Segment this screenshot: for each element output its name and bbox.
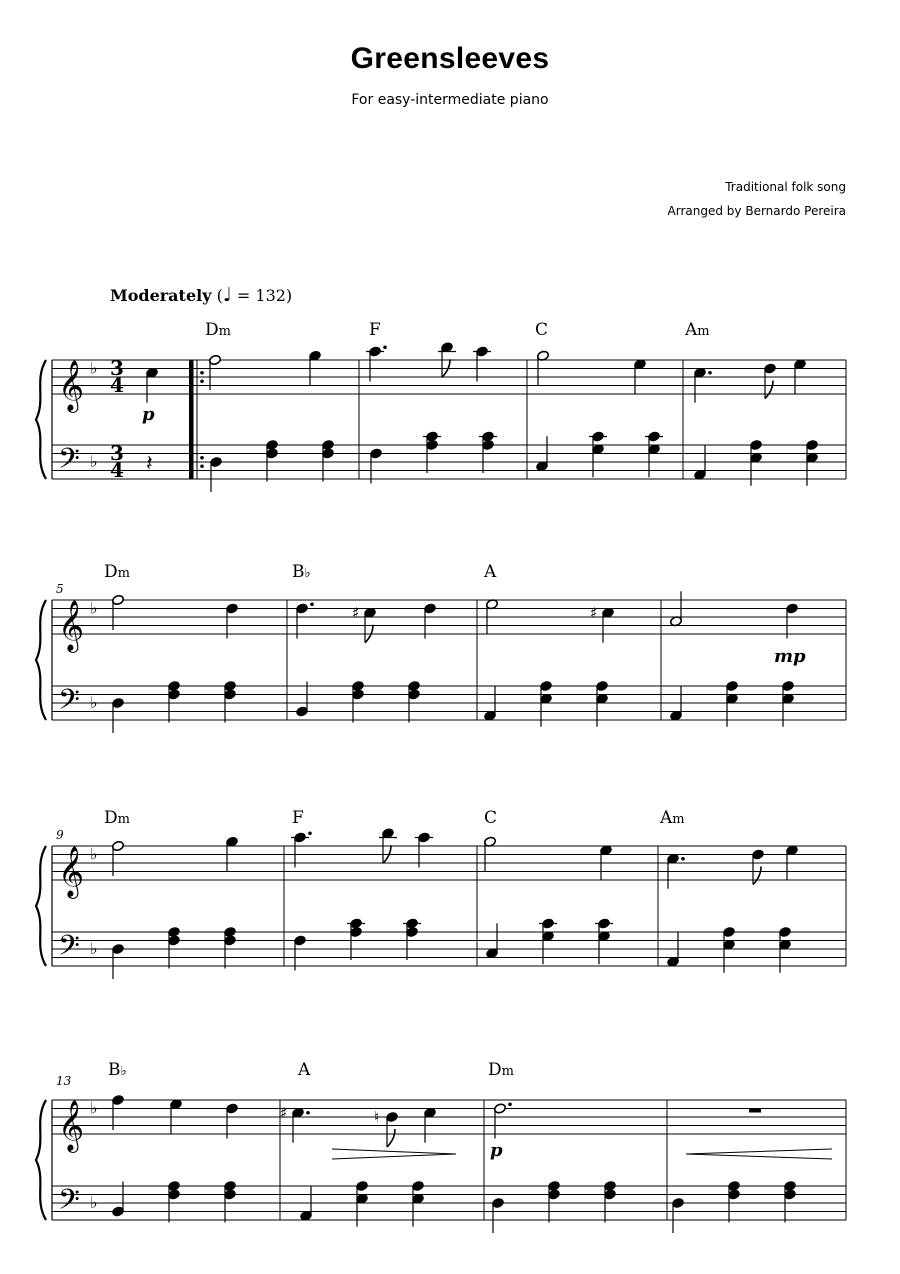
accidental: ♮ [374,1108,380,1126]
chord-root: D [205,320,219,340]
tempo-bpm: = 132 [236,286,286,305]
time-signature-top: 3 [110,356,124,380]
chord-root: B [108,1060,121,1080]
treble-clef-icon: 𝄞 [58,846,85,897]
chord-root: C [484,808,498,828]
repeat-dot [200,379,204,383]
dynamic-marking: mp [774,646,806,667]
time-signature-bottom: 4 [110,458,124,482]
quarter-rest: 𝄽 [146,451,153,477]
grand-staff-brace [36,846,46,966]
chord-root: A [484,562,497,582]
augmentation-dot [708,371,712,375]
chord-root: D [488,1060,502,1080]
measure-number: 9 [56,828,64,842]
repeat-dot [200,464,204,468]
chord-root: B [292,562,305,582]
repeat-dot [200,371,204,375]
chord-quality: m [117,812,130,827]
piece-title: Greensleeves [350,42,550,75]
quarter-note-icon: ♩ [222,284,232,306]
bass-clef-icon: 𝄢 [58,929,80,970]
augmentation-dot [681,857,685,861]
grand-staff-brace [36,1100,46,1220]
chord-root: F [292,808,304,828]
chord-quality: m [672,812,685,827]
chord-quality: m [697,324,710,339]
augmentation-dot [306,1111,310,1115]
accidental: ♯ [280,1103,288,1122]
dynamic-marking: p [490,1140,503,1161]
key-signature-flat: ♭ [90,1193,98,1212]
chord-root: F [369,320,381,340]
chord-quality: ♭ [120,1064,127,1079]
grand-staff-brace [36,360,46,479]
key-signature-flat: ♭ [90,358,98,378]
key-signature-flat: ♭ [90,598,98,618]
measure-number: 13 [56,1074,72,1088]
note-flag [753,867,761,885]
augmentation-dot [383,345,387,349]
time-signature-top: 3 [110,441,124,465]
measure-number: 5 [56,582,64,596]
piece-subtitle: For easy-intermediate piano [351,92,549,108]
note-flag [387,1129,395,1147]
arranger-credit: Arranged by Bernardo Pereira [667,204,846,218]
bass-clef-icon: 𝄢 [58,683,80,724]
chord-quality: m [117,566,130,581]
accidental: ♯ [590,603,598,622]
decrescendo-hairpin-icon [332,1149,456,1159]
key-signature-flat: ♭ [90,844,98,864]
chord-root: A [298,1060,311,1080]
chord-root: C [535,320,549,340]
treble-clef-icon: 𝄞 [58,600,85,651]
whole-rest [749,1109,761,1113]
chord-root: D [104,808,118,828]
augmentation-dot [308,831,312,835]
treble-clef-icon: 𝄞 [58,1100,85,1151]
key-signature-flat: ♭ [90,693,98,712]
composer-credit: Traditional folk song [725,180,846,194]
time-signature-bottom: 4 [110,373,124,397]
key-signature-flat: ♭ [90,939,98,958]
bass-clef-icon: 𝄢 [58,442,80,483]
tempo-marking: Moderately (♩ = 132) [110,284,293,306]
key-signature-flat: ♭ [90,452,98,471]
treble-clef-icon: 𝄞 [58,360,85,411]
chord-root: D [104,562,118,582]
accidental: ♯ [352,603,360,622]
crescendo-hairpin-icon [686,1149,832,1159]
key-signature-flat: ♭ [90,1098,98,1118]
tempo-word: Moderately [110,286,212,305]
repeat-start-icon [189,360,193,479]
chord-quality: m [218,324,231,339]
augmentation-dot [310,602,314,606]
dynamic-marking: p [142,404,155,425]
chord-quality: m [501,1064,514,1079]
repeat-dot [200,456,204,460]
grand-staff-brace [36,600,46,720]
chord-quality: ♭ [304,566,311,581]
note-flag [765,381,773,399]
augmentation-dot [508,1102,512,1106]
chord-root: A [685,320,698,340]
chord-root: A [660,808,673,828]
bass-clef-icon: 𝄢 [58,1183,80,1224]
